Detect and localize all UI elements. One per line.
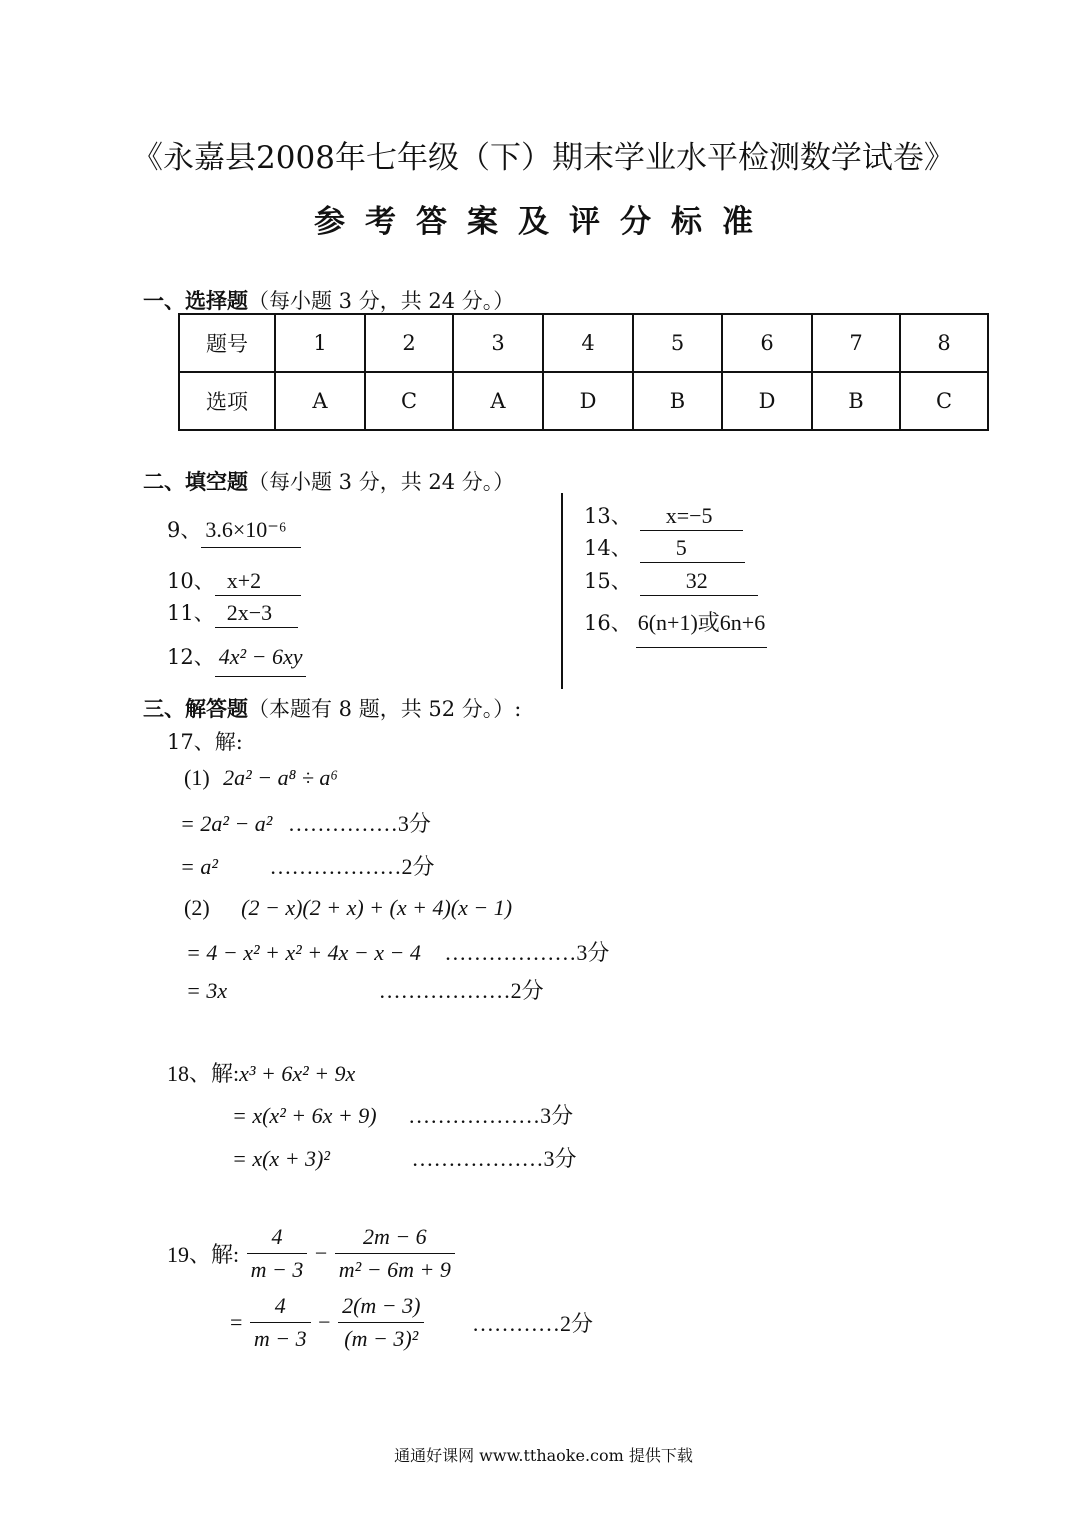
item-number: 11、 bbox=[167, 601, 215, 625]
section3-heading: 三、解答题 bbox=[143, 696, 248, 721]
item-answer: 32 bbox=[640, 568, 758, 596]
item-answer: 4x² − 6xy bbox=[215, 644, 307, 677]
step-expression: = x(x + 3)² bbox=[232, 1146, 330, 1171]
q17-part1-expression: 2a² − a⁸ ÷ a⁶ bbox=[223, 765, 338, 790]
q19-label: 19、解: bbox=[167, 1242, 240, 1267]
document-subtitle: 参考答案及评分标准 bbox=[314, 204, 773, 240]
fraction bbox=[335, 1224, 455, 1283]
step-expression: = 3x bbox=[186, 978, 228, 1003]
q18-step2 bbox=[232, 1142, 576, 1173]
table-row-answers bbox=[179, 372, 988, 430]
fill-item-12 bbox=[167, 641, 306, 677]
fraction bbox=[250, 1293, 311, 1352]
table-cell: C bbox=[365, 372, 453, 430]
fraction-numerator: 4 bbox=[247, 1224, 308, 1254]
table-row-label: 题号 bbox=[179, 314, 275, 372]
step-expression: = 2a² − a² bbox=[180, 811, 273, 836]
item-answer: 6(n+1)或6n+6 bbox=[636, 606, 767, 648]
q17-part2-step1 bbox=[186, 936, 609, 967]
q17-part2-step2 bbox=[186, 974, 544, 1005]
table-cell: D bbox=[722, 372, 812, 430]
item-answer: 2x−3 bbox=[215, 600, 298, 628]
step-score: ………………3分 bbox=[444, 940, 610, 965]
table-cell: 4 bbox=[543, 314, 633, 372]
step-expression: = x(x² + 6x + 9) bbox=[232, 1103, 377, 1128]
table-cell: 1 bbox=[275, 314, 365, 372]
item-number: 15、 bbox=[584, 569, 632, 593]
table-cell: A bbox=[453, 372, 543, 430]
step-expression: = a² bbox=[180, 854, 218, 879]
table-cell: 8 bbox=[900, 314, 988, 372]
q17-part2-expression: (2 − x)(2 + x) + (x + 4)(x − 1) bbox=[241, 895, 513, 920]
step-expression: = 4 − x² + x² + 4x − x − 4 bbox=[186, 940, 421, 965]
fraction-denominator: m − 3 bbox=[253, 1326, 307, 1351]
item-answer: 5 bbox=[640, 535, 745, 563]
fill-item-11 bbox=[167, 597, 298, 628]
document-title: 《永嘉县2008年七年级（下）期末学业水平检测数学试卷》 bbox=[132, 140, 955, 176]
item-number: 10、 bbox=[167, 569, 215, 593]
section1-heading: 一、选择题 bbox=[143, 288, 248, 313]
q17-part1-step2 bbox=[180, 850, 434, 881]
table-cell: C bbox=[900, 372, 988, 430]
section2-note: （每小题 3 分，共 24 分。） bbox=[248, 470, 515, 494]
step-score: ………………3分 bbox=[411, 1146, 577, 1171]
fill-item-16 bbox=[584, 606, 767, 648]
fraction-numerator: 2m − 6 bbox=[335, 1224, 455, 1254]
fill-item-9 bbox=[167, 514, 301, 548]
item-number: 14、 bbox=[584, 536, 632, 560]
answer-table bbox=[178, 313, 989, 431]
fraction bbox=[338, 1293, 424, 1352]
q18-header bbox=[167, 1057, 355, 1088]
section1-note: （每小题 3 分，共 24 分。） bbox=[248, 289, 515, 313]
fraction-denominator: (m − 3)² bbox=[344, 1326, 419, 1351]
table-cell: 3 bbox=[453, 314, 543, 372]
step-score: ………………3分 bbox=[408, 1103, 574, 1128]
q18-label: 18、解: bbox=[167, 1061, 240, 1086]
item-answer: 3.6×10⁻⁶ bbox=[201, 517, 300, 548]
section2-header bbox=[143, 466, 514, 496]
section1-header bbox=[143, 285, 514, 315]
q17-label: 17、解: bbox=[167, 730, 243, 754]
q17-part1-label: (1) bbox=[184, 765, 210, 790]
column-divider bbox=[561, 493, 563, 689]
table-cell: D bbox=[543, 372, 633, 430]
table-cell: 5 bbox=[633, 314, 722, 372]
section2-heading: 二、填空题 bbox=[143, 469, 248, 494]
item-number: 13、 bbox=[584, 504, 632, 528]
q17-part1-step1 bbox=[180, 807, 431, 838]
step-score: ……………3分 bbox=[287, 811, 431, 836]
item-answer: x+2 bbox=[215, 568, 301, 596]
footer-text: 通通好课网 www.tthaoke.com 提供下载 bbox=[394, 1446, 693, 1465]
fraction-denominator: m − 3 bbox=[250, 1257, 304, 1282]
q19-header bbox=[167, 1224, 457, 1283]
item-answer: x=−5 bbox=[640, 503, 743, 531]
section3-note: （本题有 8 题，共 52 分。）: bbox=[248, 697, 522, 721]
equals-sign: = bbox=[230, 1309, 243, 1335]
q17-part1-expr bbox=[184, 765, 338, 791]
table-cell: A bbox=[275, 372, 365, 430]
table-row-numbers bbox=[179, 314, 988, 372]
fill-item-14 bbox=[584, 532, 745, 563]
q17-part2-expr bbox=[184, 895, 512, 921]
table-cell: 2 bbox=[365, 314, 453, 372]
fraction-numerator: 4 bbox=[250, 1293, 311, 1323]
fraction-denominator: m² − 6m + 9 bbox=[338, 1257, 451, 1282]
step-score: …………2分 bbox=[471, 1311, 593, 1336]
fraction bbox=[247, 1224, 308, 1283]
fill-item-15 bbox=[584, 565, 758, 596]
fraction-numerator: 2(m − 3) bbox=[338, 1293, 424, 1323]
step-score: ………………2分 bbox=[269, 854, 435, 879]
table-cell: B bbox=[633, 372, 722, 430]
item-number: 9、 bbox=[167, 518, 202, 542]
table-cell: 6 bbox=[722, 314, 812, 372]
minus-sign: − bbox=[314, 1240, 328, 1266]
table-cell: 7 bbox=[812, 314, 900, 372]
table-row-label: 选项 bbox=[179, 372, 275, 430]
step-score: ………………2分 bbox=[378, 978, 544, 1003]
section3-header bbox=[143, 693, 521, 723]
q18-expression: x³ + 6x² + 9x bbox=[239, 1061, 356, 1086]
table-cell: B bbox=[812, 372, 900, 430]
item-number: 12、 bbox=[167, 645, 215, 669]
fill-item-13 bbox=[584, 500, 743, 531]
item-number: 16、 bbox=[584, 611, 632, 635]
q17-part2-label: (2) bbox=[184, 895, 210, 920]
fill-item-10 bbox=[167, 565, 301, 596]
minus-sign: − bbox=[318, 1309, 331, 1335]
q19-step1 bbox=[230, 1293, 593, 1352]
q18-step1 bbox=[232, 1099, 573, 1130]
